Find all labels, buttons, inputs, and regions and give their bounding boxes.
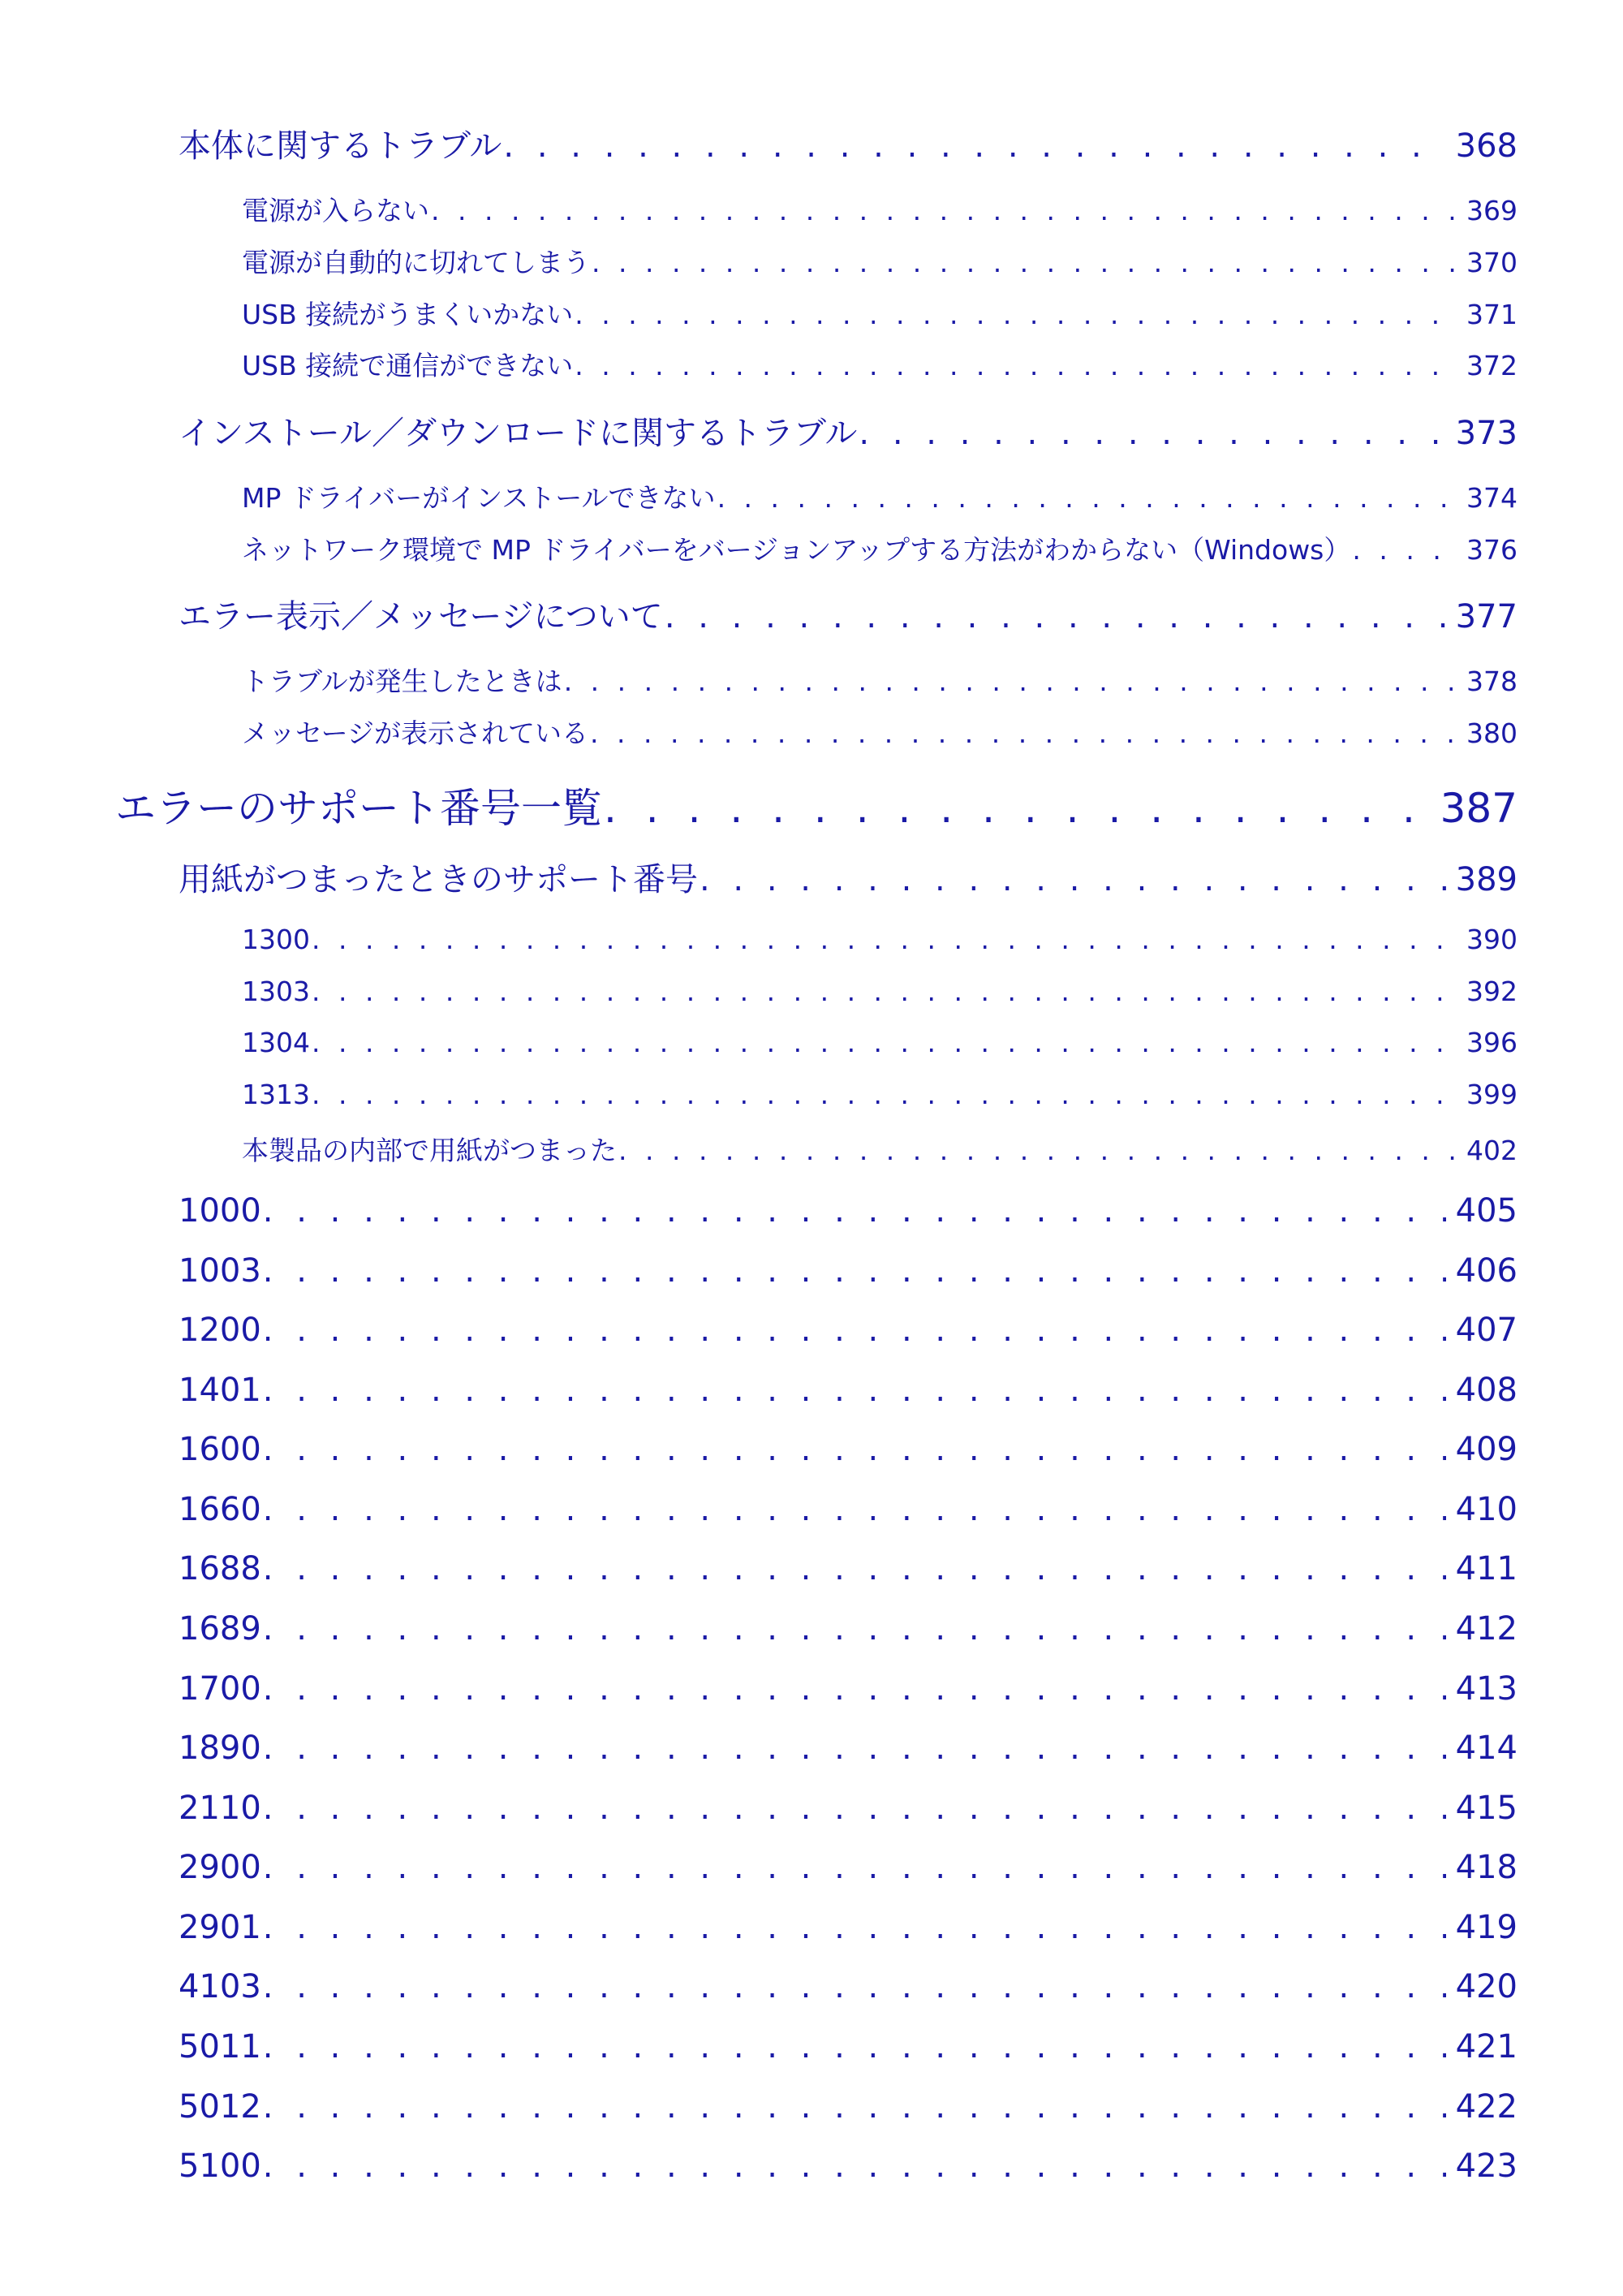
toc-entry[interactable]	[179, 120, 1518, 165]
dot-leader	[263, 1670, 1446, 1708]
toc-entry[interactable]	[242, 1027, 1518, 1061]
toc-entry[interactable]	[179, 1312, 1518, 1352]
toc-entry[interactable]	[242, 477, 1518, 514]
toc-entry-page: 406	[1455, 1252, 1518, 1290]
toc-entry-page: 412	[1455, 1610, 1518, 1648]
toc-entry-title: 本製品の内部で用紙がつまった	[242, 1135, 617, 1166]
toc-entry[interactable]	[179, 1968, 1518, 2009]
toc-entry-page: 407	[1455, 1312, 1518, 1349]
toc-entry[interactable]	[179, 1849, 1518, 1889]
toc-entry-page: 396	[1466, 1027, 1518, 1058]
toc-entry[interactable]	[179, 1909, 1518, 1949]
toc-entry-title: 1313	[242, 1079, 310, 1110]
dot-leader	[263, 1431, 1446, 1468]
toc-entry-title: 2110	[179, 1790, 261, 1827]
toc-entry[interactable]	[179, 1431, 1518, 1471]
toc-entry-title: 本体に関するトラブル	[179, 127, 502, 165]
toc-entry[interactable]	[179, 854, 1518, 898]
toc-entry-page: 392	[1466, 976, 1518, 1007]
toc-entry-title: 1600	[179, 1431, 261, 1468]
dot-leader	[590, 717, 1457, 749]
toc-entry[interactable]	[179, 2088, 1518, 2129]
toc-entry[interactable]	[242, 924, 1518, 958]
toc-entry[interactable]	[179, 1550, 1518, 1591]
toc-entry-title: トラブルが発生したときは	[242, 666, 562, 697]
toc-entry[interactable]	[179, 1192, 1518, 1233]
toc-entry[interactable]	[179, 2147, 1518, 2188]
toc-entry-page: 368	[1455, 127, 1518, 165]
toc-entry-title: 電源が自動的に切れてしまう	[242, 247, 590, 278]
dot-leader	[263, 1491, 1446, 1528]
toc-entry-page: 376	[1466, 534, 1518, 566]
toc-entry-title: 1700	[179, 1670, 261, 1708]
toc-entry-title: エラーのサポート番号一覧	[115, 785, 602, 832]
dot-leader	[431, 195, 1457, 226]
toc-entry-page: 420	[1455, 1968, 1518, 2005]
toc-entry[interactable]	[179, 407, 1518, 452]
dot-leader	[263, 2147, 1446, 2185]
dot-leader	[575, 299, 1457, 330]
toc-entry[interactable]	[179, 1372, 1518, 1412]
dot-leader	[700, 861, 1446, 898]
dot-leader	[263, 1730, 1446, 1767]
toc-entry-title: 1689	[179, 1610, 261, 1648]
dot-leader	[1352, 534, 1457, 566]
toc-entry[interactable]	[242, 1079, 1518, 1113]
dot-leader	[312, 1079, 1457, 1110]
toc-entry-title: 1303	[242, 976, 310, 1007]
toc-entry-title: USB 接続がうまくいかない	[242, 299, 574, 330]
dot-leader	[312, 976, 1457, 1007]
toc-entry-title: 2901	[179, 1909, 261, 1946]
dot-leader	[859, 415, 1445, 452]
toc-entry-page: 377	[1455, 598, 1518, 635]
dot-leader	[263, 1312, 1446, 1349]
toc-entry[interactable]	[242, 976, 1518, 1010]
toc-entry-page: 399	[1466, 1079, 1518, 1110]
toc-entry[interactable]	[179, 1252, 1518, 1293]
dot-leader	[263, 1849, 1446, 1886]
toc-entry-page: 419	[1455, 1909, 1518, 1946]
toc-entry-title: 2900	[179, 1849, 261, 1886]
dot-leader	[263, 1610, 1446, 1648]
toc-entry-title: 1300	[242, 924, 310, 955]
toc-entry[interactable]	[242, 713, 1518, 747]
dot-leader	[263, 1550, 1446, 1587]
toc-entry-title: 1890	[179, 1730, 261, 1767]
dot-leader	[312, 1027, 1457, 1058]
toc-entry-title: 1304	[242, 1027, 310, 1058]
toc-entry-title: 1660	[179, 1491, 261, 1528]
toc-entry-title: 1401	[179, 1372, 261, 1409]
toc-entry-title: 用紙がつまったときのサポート番号	[179, 861, 698, 898]
toc-entry-page: 370	[1466, 247, 1518, 278]
toc-entry[interactable]	[179, 2028, 1518, 2069]
toc-entry-title: 1003	[179, 1252, 261, 1290]
toc-entry-page: 373	[1455, 415, 1518, 452]
dot-leader	[604, 785, 1431, 832]
toc-entry[interactable]	[179, 1670, 1518, 1711]
toc-entry[interactable]	[242, 190, 1518, 224]
toc-entry[interactable]	[242, 242, 1518, 276]
toc-entry-title: ネットワーク環境で MP ドライバーをバージョンアップする方法がわからない（Windows）	[242, 534, 1351, 566]
dot-leader	[503, 127, 1445, 165]
toc-entry[interactable]	[242, 529, 1518, 566]
toc-entry-title: 5012	[179, 2088, 261, 2126]
toc-entry[interactable]	[179, 1730, 1518, 1770]
toc-entry-page: 423	[1455, 2147, 1518, 2185]
toc-entry[interactable]	[242, 1130, 1518, 1164]
toc-entry-page: 369	[1466, 195, 1518, 226]
toc-entry-title: 1200	[179, 1312, 261, 1349]
toc-entry-page: 389	[1455, 861, 1518, 898]
toc-entry-title: メッセージが表示されている	[242, 717, 589, 749]
toc-entry-page: 390	[1466, 924, 1518, 955]
toc-entry-page: 380	[1466, 717, 1518, 749]
toc-entry[interactable]	[179, 591, 1518, 635]
toc-entry-title: USB 接続で通信ができない	[242, 350, 574, 381]
toc-entry-page: 409	[1455, 1431, 1518, 1468]
toc-entry-page: 421	[1455, 2028, 1518, 2066]
toc-entry-page: 410	[1455, 1491, 1518, 1528]
toc-entry-title: 4103	[179, 1968, 261, 2005]
toc-entry[interactable]	[179, 1610, 1518, 1651]
toc-entry-page: 422	[1455, 2088, 1518, 2126]
dot-leader	[263, 2028, 1446, 2066]
toc-entry-title: MP ドライバーがインストールできない	[242, 482, 716, 514]
dot-leader	[263, 1192, 1446, 1230]
dot-leader	[263, 2088, 1446, 2126]
toc-entry-title: 1000	[179, 1192, 261, 1230]
toc-entry-page: 408	[1455, 1372, 1518, 1409]
dot-leader	[564, 666, 1457, 697]
toc-entry-page: 387	[1440, 785, 1518, 832]
toc-entry-page: 378	[1466, 666, 1518, 697]
dot-leader	[263, 1252, 1446, 1290]
toc-entry[interactable]	[242, 294, 1518, 328]
toc-entry-title: エラー表示／メッセージについて	[179, 598, 663, 635]
dot-leader	[263, 1968, 1446, 2005]
toc-entry-title: インストール／ダウンロードに関するトラブル	[179, 415, 858, 452]
dot-leader	[263, 1909, 1446, 1946]
dot-leader	[312, 924, 1457, 955]
toc-entry-page: 371	[1466, 299, 1518, 330]
dot-leader	[665, 598, 1446, 635]
toc-entry-page: 414	[1455, 1730, 1518, 1767]
toc-entry-title: 1688	[179, 1550, 261, 1587]
toc-entry-page: 411	[1455, 1550, 1518, 1587]
toc-entry-title: 5100	[179, 2147, 261, 2185]
dot-leader	[575, 350, 1457, 381]
toc-entry-title: 5011	[179, 2028, 261, 2066]
toc-entry[interactable]	[242, 345, 1518, 379]
toc-entry-page: 405	[1455, 1192, 1518, 1230]
toc-entry[interactable]	[179, 1790, 1518, 1830]
toc-entry[interactable]	[242, 661, 1518, 695]
dot-leader	[263, 1790, 1446, 1827]
toc-entry-page: 372	[1466, 350, 1518, 381]
toc-entry[interactable]	[179, 1491, 1518, 1531]
toc-entry-page: 418	[1455, 1849, 1518, 1886]
toc-entry[interactable]	[115, 776, 1518, 832]
dot-leader	[263, 1372, 1446, 1409]
toc-entry-title: 電源が入らない	[242, 195, 429, 226]
dot-leader	[618, 1135, 1457, 1166]
toc-entry-page: 413	[1455, 1670, 1518, 1708]
dot-leader	[717, 482, 1457, 514]
toc-entry-page: 374	[1466, 482, 1518, 514]
toc-entry-page: 415	[1455, 1790, 1518, 1827]
dot-leader	[592, 247, 1457, 278]
toc-entry-page: 402	[1466, 1135, 1518, 1166]
